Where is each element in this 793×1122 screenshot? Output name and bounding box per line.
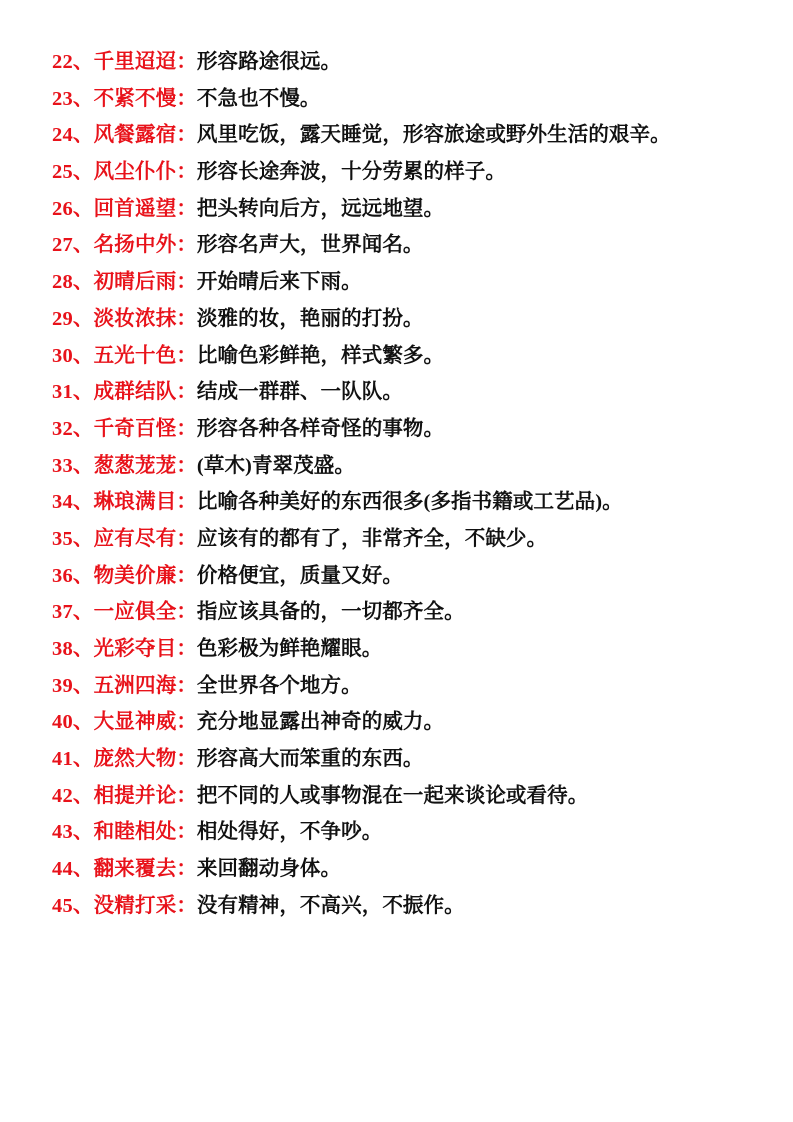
entry-definition: 淡雅的妆，艳丽的打扮。 bbox=[196, 307, 424, 330]
list-item bbox=[52, 89, 753, 110]
list-item bbox=[52, 822, 753, 843]
entry-idiom: 物美价廉 bbox=[93, 564, 177, 587]
entry-idiom: 翻来覆去 bbox=[93, 858, 177, 881]
entry-definition: 全世界各个地方。 bbox=[196, 674, 362, 697]
entry-idiom: 一应俱全 bbox=[93, 601, 177, 624]
entry-idiom: 五洲四海 bbox=[93, 674, 177, 697]
entry-colon: ： bbox=[176, 417, 197, 440]
entry-colon: ： bbox=[176, 674, 197, 697]
entry-number: 25、 bbox=[52, 161, 94, 184]
entry-number: 38、 bbox=[52, 638, 94, 660]
entry-number: 30、 bbox=[52, 344, 94, 367]
entry-colon: ： bbox=[176, 858, 197, 881]
list-item bbox=[52, 382, 753, 403]
entry-definition: 形容长途奔波，十分劳累的样子。 bbox=[196, 161, 506, 184]
entry-colon: ： bbox=[176, 197, 197, 220]
entry-definition: 相处得好，不争吵。 bbox=[196, 821, 383, 844]
entry-colon: ： bbox=[176, 234, 197, 257]
list-item bbox=[52, 235, 753, 256]
entry-idiom: 淡妆浓抹 bbox=[93, 307, 177, 330]
entry-number: 24、 bbox=[52, 124, 94, 147]
entry-definition: 把不同的人或事物混在一起来谈论或看待。 bbox=[196, 784, 589, 807]
entry-colon: ： bbox=[176, 344, 197, 367]
list-item bbox=[52, 456, 753, 477]
entry-definition: 开始晴后来下雨。 bbox=[196, 271, 362, 294]
entry-colon: ： bbox=[176, 821, 197, 844]
entry-idiom: 大显神威 bbox=[93, 711, 177, 734]
entry-idiom: 应有尽有 bbox=[93, 527, 177, 550]
list-item bbox=[52, 639, 753, 660]
entry-colon: ： bbox=[176, 601, 197, 624]
entry-idiom: 没精打采 bbox=[93, 894, 177, 917]
entry-number: 23、 bbox=[52, 87, 94, 110]
list-item bbox=[52, 566, 753, 587]
list-item bbox=[52, 419, 753, 440]
entry-number: 41、 bbox=[52, 748, 94, 771]
list-item bbox=[52, 602, 753, 623]
list-item bbox=[52, 859, 753, 880]
entry-definition: (草木)青翠茂盛。 bbox=[196, 454, 355, 477]
entry-colon: ： bbox=[176, 784, 197, 807]
entry-colon: ： bbox=[176, 454, 197, 477]
list-item bbox=[52, 786, 753, 807]
entry-colon: ： bbox=[176, 51, 197, 73]
entry-number: 40、 bbox=[52, 711, 94, 734]
list-item bbox=[52, 346, 753, 367]
entry-colon: ： bbox=[176, 527, 197, 550]
entry-colon: ： bbox=[176, 711, 197, 734]
entry-idiom: 和睦相处 bbox=[93, 821, 177, 844]
entry-definition: 价格便宜，质量又好。 bbox=[196, 564, 403, 587]
idiom-entry-list bbox=[52, 52, 753, 916]
list-item bbox=[52, 749, 753, 770]
entry-definition: 结成一群群、一队队。 bbox=[196, 381, 403, 404]
entry-colon: ： bbox=[176, 894, 197, 917]
entry-number: 42、 bbox=[52, 784, 94, 807]
entry-definition: 比喻各种美好的东西很多(多指书籍或工艺品)。 bbox=[196, 491, 623, 514]
entry-definition: 形容名声大，世界闻名。 bbox=[196, 234, 424, 257]
entry-number: 22、 bbox=[52, 51, 94, 73]
entry-idiom: 成群结队 bbox=[93, 381, 177, 404]
entry-colon: ： bbox=[176, 638, 197, 660]
list-item bbox=[52, 162, 753, 183]
entry-number: 32、 bbox=[52, 417, 94, 440]
entry-idiom: 五光十色 bbox=[93, 344, 177, 367]
entry-idiom: 风尘仆仆 bbox=[93, 161, 177, 184]
entry-idiom: 回首遥望 bbox=[93, 197, 177, 220]
entry-definition: 形容各种各样奇怪的事物。 bbox=[196, 417, 445, 440]
entry-colon: ： bbox=[176, 491, 197, 514]
entry-number: 39、 bbox=[52, 674, 94, 697]
entry-idiom: 葱葱茏茏 bbox=[93, 454, 177, 477]
entry-colon: ： bbox=[176, 271, 197, 294]
entry-idiom: 初晴后雨 bbox=[93, 271, 177, 294]
entry-definition: 把头转向后方，远远地望。 bbox=[196, 197, 445, 220]
list-item bbox=[52, 676, 753, 697]
entry-definition: 充分地显露出神奇的威力。 bbox=[196, 711, 445, 734]
entry-definition: 不急也不慢。 bbox=[196, 87, 321, 110]
entry-number: 43、 bbox=[52, 821, 94, 844]
entry-idiom: 不紧不慢 bbox=[93, 87, 177, 110]
entry-number: 35、 bbox=[52, 527, 94, 550]
list-item bbox=[52, 712, 753, 733]
list-item bbox=[52, 529, 753, 550]
entry-idiom: 光彩夺目 bbox=[93, 638, 177, 660]
entry-number: 37、 bbox=[52, 601, 94, 624]
entry-number: 34、 bbox=[52, 491, 94, 514]
entry-definition: 来回翻动身体。 bbox=[196, 858, 342, 881]
entry-idiom: 琳琅满目 bbox=[93, 491, 177, 514]
entry-number: 28、 bbox=[52, 271, 94, 294]
entry-definition: 风里吃饭，露天睡觉，形容旅途或野外生活的艰辛。 bbox=[196, 124, 671, 147]
entry-colon: ： bbox=[176, 161, 197, 184]
entry-definition: 形容高大而笨重的东西。 bbox=[196, 748, 424, 771]
list-item bbox=[52, 309, 753, 330]
entry-idiom: 千奇百怪 bbox=[93, 417, 177, 440]
entry-idiom: 风餐露宿 bbox=[93, 124, 177, 147]
entry-definition: 指应该具备的，一切都齐全。 bbox=[196, 601, 465, 624]
entry-number: 45、 bbox=[52, 894, 94, 917]
entry-idiom: 相提并论 bbox=[93, 784, 177, 807]
list-item bbox=[52, 52, 753, 73]
entry-number: 33、 bbox=[52, 454, 94, 477]
entry-definition: 形容路途很远。 bbox=[196, 51, 342, 73]
entry-definition: 色彩极为鲜艳耀眼。 bbox=[196, 638, 383, 660]
entry-definition: 应该有的都有了，非常齐全，不缺少。 bbox=[196, 527, 548, 550]
entry-number: 26、 bbox=[52, 197, 94, 220]
list-item bbox=[52, 199, 753, 220]
entry-number: 27、 bbox=[52, 234, 94, 257]
entry-colon: ： bbox=[176, 87, 197, 110]
list-item bbox=[52, 492, 753, 513]
entry-number: 29、 bbox=[52, 307, 94, 330]
entry-colon: ： bbox=[176, 748, 197, 771]
list-item bbox=[52, 125, 753, 146]
entry-number: 44、 bbox=[52, 858, 94, 881]
entry-colon: ： bbox=[176, 381, 197, 404]
entry-colon: ： bbox=[176, 307, 197, 330]
list-item bbox=[52, 272, 753, 293]
entry-idiom: 庞然大物 bbox=[93, 748, 177, 771]
entry-number: 31、 bbox=[52, 381, 94, 404]
entry-idiom: 千里迢迢 bbox=[93, 51, 177, 73]
entry-idiom: 名扬中外 bbox=[93, 234, 177, 257]
list-item bbox=[52, 896, 753, 917]
entry-number: 36、 bbox=[52, 564, 94, 587]
entry-colon: ： bbox=[176, 124, 197, 147]
entry-definition: 没有精神，不高兴，不振作。 bbox=[196, 894, 465, 917]
entry-colon: ： bbox=[176, 564, 197, 587]
entry-definition: 比喻色彩鲜艳，样式繁多。 bbox=[196, 344, 445, 367]
